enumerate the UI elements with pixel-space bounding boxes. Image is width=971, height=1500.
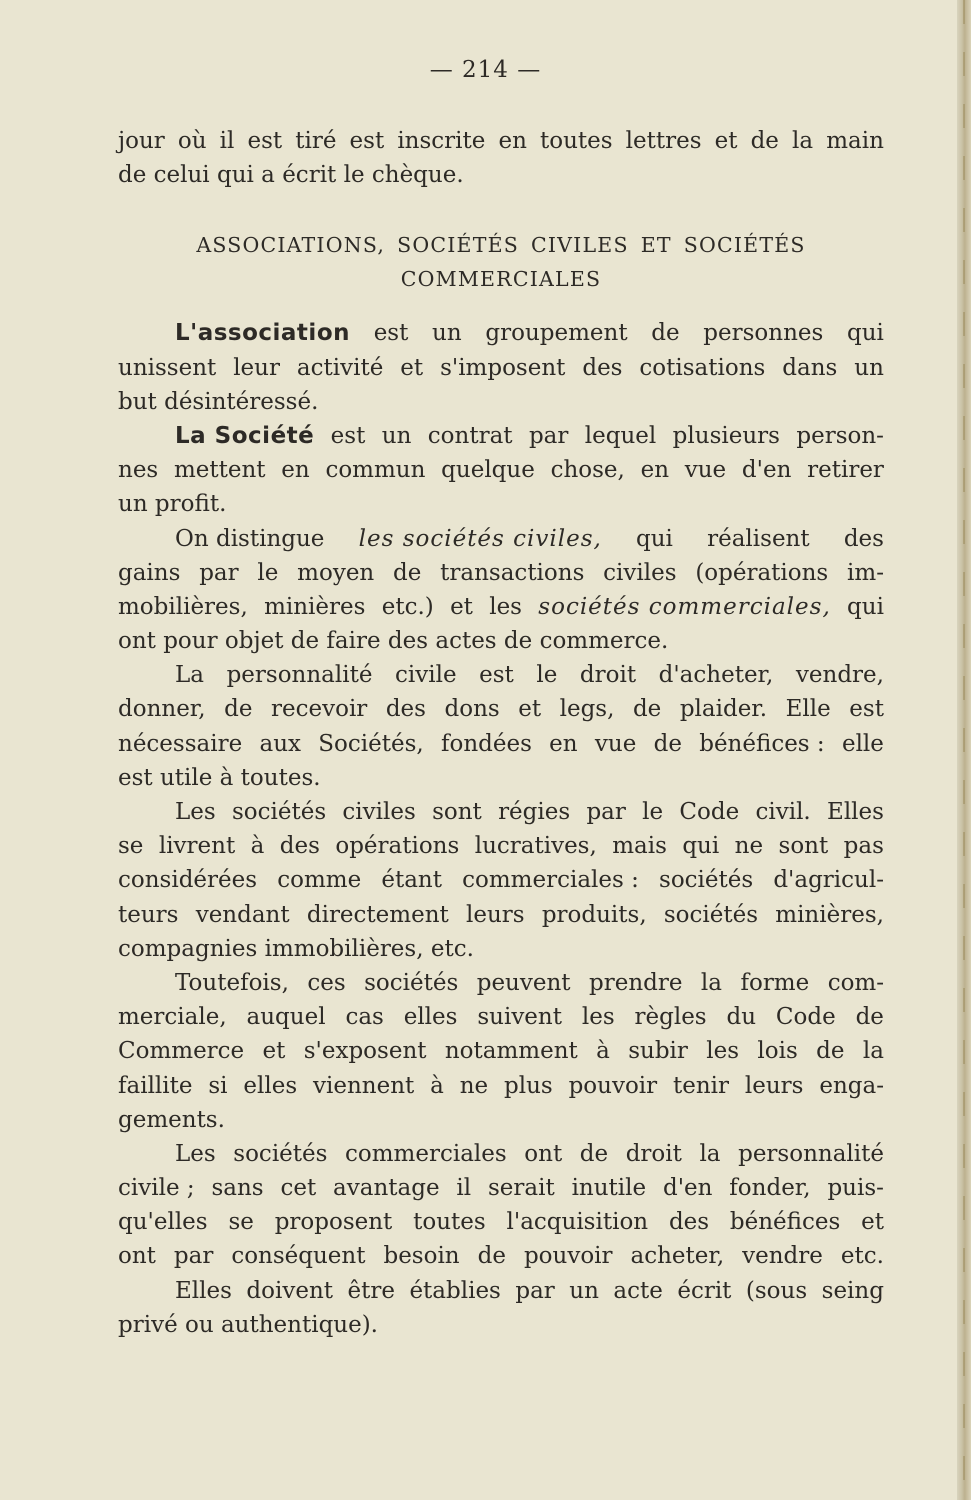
word: il <box>456 1175 472 1202</box>
defined-term: L'association <box>175 320 350 347</box>
word: suivent <box>477 1004 562 1031</box>
word: règles <box>634 1004 707 1031</box>
word: doivent <box>246 1277 333 1304</box>
word: vendant <box>195 901 290 928</box>
word: régies <box>498 799 571 825</box>
word: Elles <box>827 799 884 825</box>
word: comme <box>277 867 362 894</box>
word: minières <box>264 593 366 620</box>
word: inutile <box>571 1175 647 1202</box>
word: vendre <box>742 1243 823 1270</box>
word: fonder, <box>729 1175 811 1202</box>
text-fragment: de celui qui a écrit le chèque. <box>118 162 464 189</box>
text-line <box>118 1034 884 1068</box>
emphasized-text: les sociétés civiles, <box>358 525 602 552</box>
word: il <box>219 128 235 154</box>
word: ont <box>524 1140 563 1167</box>
word: de <box>855 1004 884 1031</box>
text-fragment: un profit. <box>118 491 227 518</box>
word: aux <box>259 730 301 757</box>
word: et <box>450 593 473 620</box>
word: est <box>349 128 385 154</box>
word: opérations <box>335 833 460 860</box>
word: d'acheter, <box>658 662 774 689</box>
word: Toutefois, <box>175 969 289 996</box>
word: pouvoir <box>568 1072 658 1099</box>
word: activité <box>296 354 384 381</box>
word: avantage <box>333 1175 440 1202</box>
word: de <box>632 696 662 723</box>
word: la <box>699 1140 721 1167</box>
word: quelque <box>441 457 535 484</box>
word: seing <box>821 1277 884 1304</box>
word: est <box>247 128 283 154</box>
text-fragment: but désintéressé. <box>118 388 319 415</box>
text-line <box>118 829 884 863</box>
word: des <box>385 696 426 723</box>
word: teurs <box>118 901 179 928</box>
word: etc. <box>840 1243 884 1270</box>
page-edge <box>957 0 971 1500</box>
word: et <box>262 1038 286 1065</box>
word: personnalité <box>226 662 373 689</box>
word: recevoir <box>271 696 368 723</box>
heading-word: SOCIÉTÉS <box>397 233 519 258</box>
word: de <box>651 320 680 347</box>
word: retirer <box>807 457 884 484</box>
word: est <box>849 696 884 723</box>
word: de <box>750 128 779 154</box>
word: et <box>861 1209 884 1236</box>
word: sociétés <box>663 901 759 928</box>
word: subir <box>628 1038 688 1065</box>
word: elles <box>243 1072 298 1099</box>
word: cotisations <box>639 354 766 381</box>
word: du <box>726 1004 757 1031</box>
word: un <box>381 422 412 449</box>
heading-word: ASSOCIATIONS, <box>196 233 386 258</box>
word: livrent <box>158 833 236 860</box>
word: et <box>714 128 738 154</box>
word: chose, <box>550 457 625 484</box>
word: d'en <box>741 457 792 484</box>
word: civile <box>395 662 457 689</box>
word: lucratives, <box>474 833 597 860</box>
word: serait <box>487 1175 555 1202</box>
heading-word: CIVILES <box>530 233 629 258</box>
word: Commerce <box>118 1038 245 1065</box>
word: Sociétés, <box>318 730 424 757</box>
section-spacing <box>118 192 884 228</box>
word: enga- <box>819 1072 884 1099</box>
word: un <box>854 354 884 381</box>
word: sociétés <box>231 799 327 825</box>
word: le <box>536 662 558 689</box>
word: par <box>173 1243 214 1270</box>
word: viennent <box>313 1072 415 1099</box>
word: gains <box>118 559 181 586</box>
word: Les <box>175 799 216 825</box>
word: lequel <box>584 422 657 449</box>
word: les <box>489 593 522 620</box>
word: peuvent <box>476 969 571 996</box>
text-fragment: gements. <box>118 1106 225 1133</box>
text-line <box>118 1069 884 1103</box>
word: par <box>515 1277 555 1304</box>
text-line <box>118 124 884 158</box>
word: en <box>549 730 578 757</box>
word: les <box>581 1004 615 1031</box>
word: sans <box>211 1175 264 1202</box>
word: ne <box>734 833 764 860</box>
text-line <box>118 351 884 385</box>
word: bénéfices <box>729 1209 841 1236</box>
word: Code <box>775 1004 836 1031</box>
text-line <box>118 1274 884 1308</box>
text-line <box>118 761 884 795</box>
word: plaider. <box>679 696 768 723</box>
text-line <box>118 898 884 932</box>
word: est <box>373 320 409 347</box>
text-line <box>118 658 884 692</box>
heading-word: SOCIÉTÉS <box>683 233 806 258</box>
word: commerciales : <box>462 867 639 894</box>
word: toutes <box>413 1209 486 1236</box>
word: la <box>700 969 722 996</box>
word: leurs <box>744 1072 804 1099</box>
text-line <box>118 1205 884 1239</box>
word: jour <box>118 128 165 154</box>
word: main <box>826 128 884 154</box>
text-line <box>118 385 884 419</box>
word: le <box>257 559 279 586</box>
word: où <box>177 128 207 154</box>
text-line <box>118 1308 884 1342</box>
word: elles <box>403 1004 458 1031</box>
word: directement <box>306 901 449 928</box>
word: se <box>118 833 144 860</box>
word: pouvoir <box>523 1243 613 1270</box>
section-heading <box>118 262 884 296</box>
page-number: — 214 — <box>429 57 542 83</box>
word: la <box>792 128 814 154</box>
heading-word: ET <box>640 233 672 258</box>
text-line <box>118 624 884 658</box>
word: et <box>400 354 424 381</box>
emphasized-text: sociétés commerciales, <box>538 593 831 620</box>
word: lettres <box>625 128 702 154</box>
word: un <box>432 320 462 347</box>
word: transactions <box>440 559 585 586</box>
text-line <box>118 487 884 521</box>
text-fragment: On distingue <box>175 525 325 552</box>
text-line <box>118 590 884 624</box>
word: com- <box>827 969 884 996</box>
text-line <box>118 863 884 897</box>
word: en <box>640 457 670 484</box>
word: notamment <box>444 1038 578 1065</box>
word: commerciales <box>345 1140 507 1167</box>
text-line <box>118 727 884 761</box>
text-line <box>118 1103 884 1137</box>
word: un <box>569 1277 599 1304</box>
word: tiré <box>295 128 337 154</box>
word: qui <box>847 593 884 620</box>
word: être <box>347 1277 395 1304</box>
word: civile ; <box>118 1175 195 1202</box>
text-line <box>118 453 884 487</box>
word: La <box>175 662 204 689</box>
word: proposent <box>274 1209 393 1236</box>
word: de <box>579 1140 609 1167</box>
word: acheter, <box>630 1243 725 1270</box>
word: plusieurs <box>672 422 780 449</box>
word: unissent <box>118 354 217 381</box>
word: Elles <box>175 1277 232 1304</box>
word: produits, <box>541 901 647 928</box>
word: nécessaire <box>118 730 243 757</box>
word: dons <box>444 696 500 723</box>
word: civil. <box>755 799 811 825</box>
word: mobilières, <box>118 593 248 620</box>
word: vue <box>684 457 727 484</box>
word: lois <box>757 1038 798 1065</box>
word: qui <box>847 320 884 347</box>
word: leurs <box>466 901 525 928</box>
word: dans <box>782 354 838 381</box>
word: groupement <box>485 320 628 347</box>
word: à <box>250 833 265 860</box>
word: étant <box>381 867 442 894</box>
word: contrat <box>427 422 513 449</box>
word: cas <box>345 1004 384 1031</box>
word: personnes <box>703 320 824 347</box>
word: vendre, <box>795 662 884 689</box>
word: acte <box>613 1277 663 1304</box>
word: la <box>862 1038 884 1065</box>
word: vue <box>594 730 637 757</box>
word: Les <box>175 1140 216 1167</box>
word: qui <box>682 833 720 860</box>
text-line <box>118 158 884 192</box>
word: sociétés <box>364 969 459 996</box>
word: en <box>498 128 527 154</box>
word: mais <box>612 833 667 860</box>
word: est <box>330 422 366 449</box>
word: minières, <box>775 901 884 928</box>
word: cet <box>280 1175 317 1202</box>
word: droit <box>579 662 637 689</box>
word: ces <box>307 969 346 996</box>
word: les <box>706 1038 740 1065</box>
text-line <box>118 795 884 829</box>
text-line <box>118 966 884 1000</box>
page-text <box>118 124 884 1342</box>
text-fragment: ont pour objet de faire des actes de commerce. <box>118 628 669 655</box>
word: prendre <box>588 969 683 996</box>
word: et <box>518 696 542 723</box>
text-line <box>118 1137 884 1171</box>
word: conséquent <box>231 1243 366 1270</box>
word: mettent <box>173 457 266 484</box>
word: si <box>208 1072 228 1099</box>
word: auquel <box>246 1004 326 1031</box>
word: sociétés <box>659 867 754 894</box>
word: im- <box>847 559 884 586</box>
word: Elle <box>785 696 831 723</box>
word: considérées <box>118 867 258 894</box>
text-line <box>118 1239 884 1273</box>
word: qui <box>636 525 673 552</box>
word: pas <box>843 833 884 860</box>
word: faillite <box>118 1072 193 1099</box>
word: réalisent <box>707 525 810 552</box>
defined-term: La Société <box>175 422 315 449</box>
word: à <box>596 1038 610 1065</box>
word: ont <box>118 1243 156 1270</box>
text-line <box>118 316 884 350</box>
word: d'en <box>662 1175 713 1202</box>
section-spacing <box>118 296 884 316</box>
word: se <box>228 1209 254 1236</box>
text-fragment: est utile à toutes. <box>118 764 321 791</box>
word: sont <box>432 799 482 825</box>
word: besoin <box>383 1243 460 1270</box>
word: toutes <box>540 128 613 154</box>
word: par <box>528 422 569 449</box>
word: legs, <box>559 696 615 723</box>
word: l'acquisition <box>506 1209 649 1236</box>
word: est <box>479 662 514 689</box>
heading-word: COMMERCIALES <box>400 267 602 292</box>
word: en <box>281 457 310 484</box>
text-line <box>118 419 884 453</box>
word: elle <box>841 730 884 757</box>
word: établies <box>409 1277 501 1304</box>
word: le <box>642 799 664 825</box>
word: forme <box>740 969 810 996</box>
word: etc.) <box>381 593 434 620</box>
word: sociétés <box>233 1140 328 1167</box>
word: personnalité <box>738 1140 884 1167</box>
word: civiles <box>342 799 416 825</box>
word: bénéfices : <box>699 730 825 757</box>
text-line <box>118 692 884 726</box>
word: plus <box>504 1072 553 1099</box>
text-fragment: privé ou authentique). <box>118 1311 378 1338</box>
word: s'imposent <box>440 354 566 381</box>
word: de <box>477 1243 506 1270</box>
word: de <box>653 730 682 757</box>
word: des <box>843 525 884 552</box>
word: fondées <box>440 730 532 757</box>
text-line <box>118 932 884 966</box>
text-line <box>118 1000 884 1034</box>
text-line <box>118 522 884 556</box>
word: droit <box>625 1140 682 1167</box>
word: qu'elles <box>118 1209 208 1236</box>
word: des <box>582 354 623 381</box>
text-fragment: compagnies immobilières, etc. <box>118 935 474 962</box>
word: leur <box>233 354 280 381</box>
word: de <box>224 696 253 723</box>
word: des <box>668 1209 710 1236</box>
word: de <box>393 559 422 586</box>
text-line <box>118 1171 884 1205</box>
word: par <box>586 799 626 825</box>
word: à <box>430 1072 444 1099</box>
text-line <box>118 556 884 590</box>
word: Code <box>679 799 740 825</box>
word: sont <box>778 833 829 860</box>
word: donner, <box>118 696 206 723</box>
word: inscrite <box>397 128 486 154</box>
word: de <box>816 1038 845 1065</box>
word: tenir <box>673 1072 730 1099</box>
section-heading <box>118 228 884 262</box>
word: puis- <box>827 1175 884 1202</box>
word: par <box>199 559 239 586</box>
word: d'agricul- <box>773 867 884 894</box>
word: person- <box>796 422 884 449</box>
word: ne <box>459 1072 489 1099</box>
word: nes <box>118 457 159 484</box>
word: (opérations <box>695 559 829 586</box>
word: civiles <box>603 559 677 586</box>
word: merciale, <box>118 1004 227 1031</box>
word: s'exposent <box>303 1038 427 1065</box>
word: des <box>279 833 320 860</box>
word: moyen <box>297 559 375 586</box>
word: écrit <box>677 1277 732 1304</box>
word: commun <box>325 457 426 484</box>
word: (sous <box>745 1277 808 1304</box>
